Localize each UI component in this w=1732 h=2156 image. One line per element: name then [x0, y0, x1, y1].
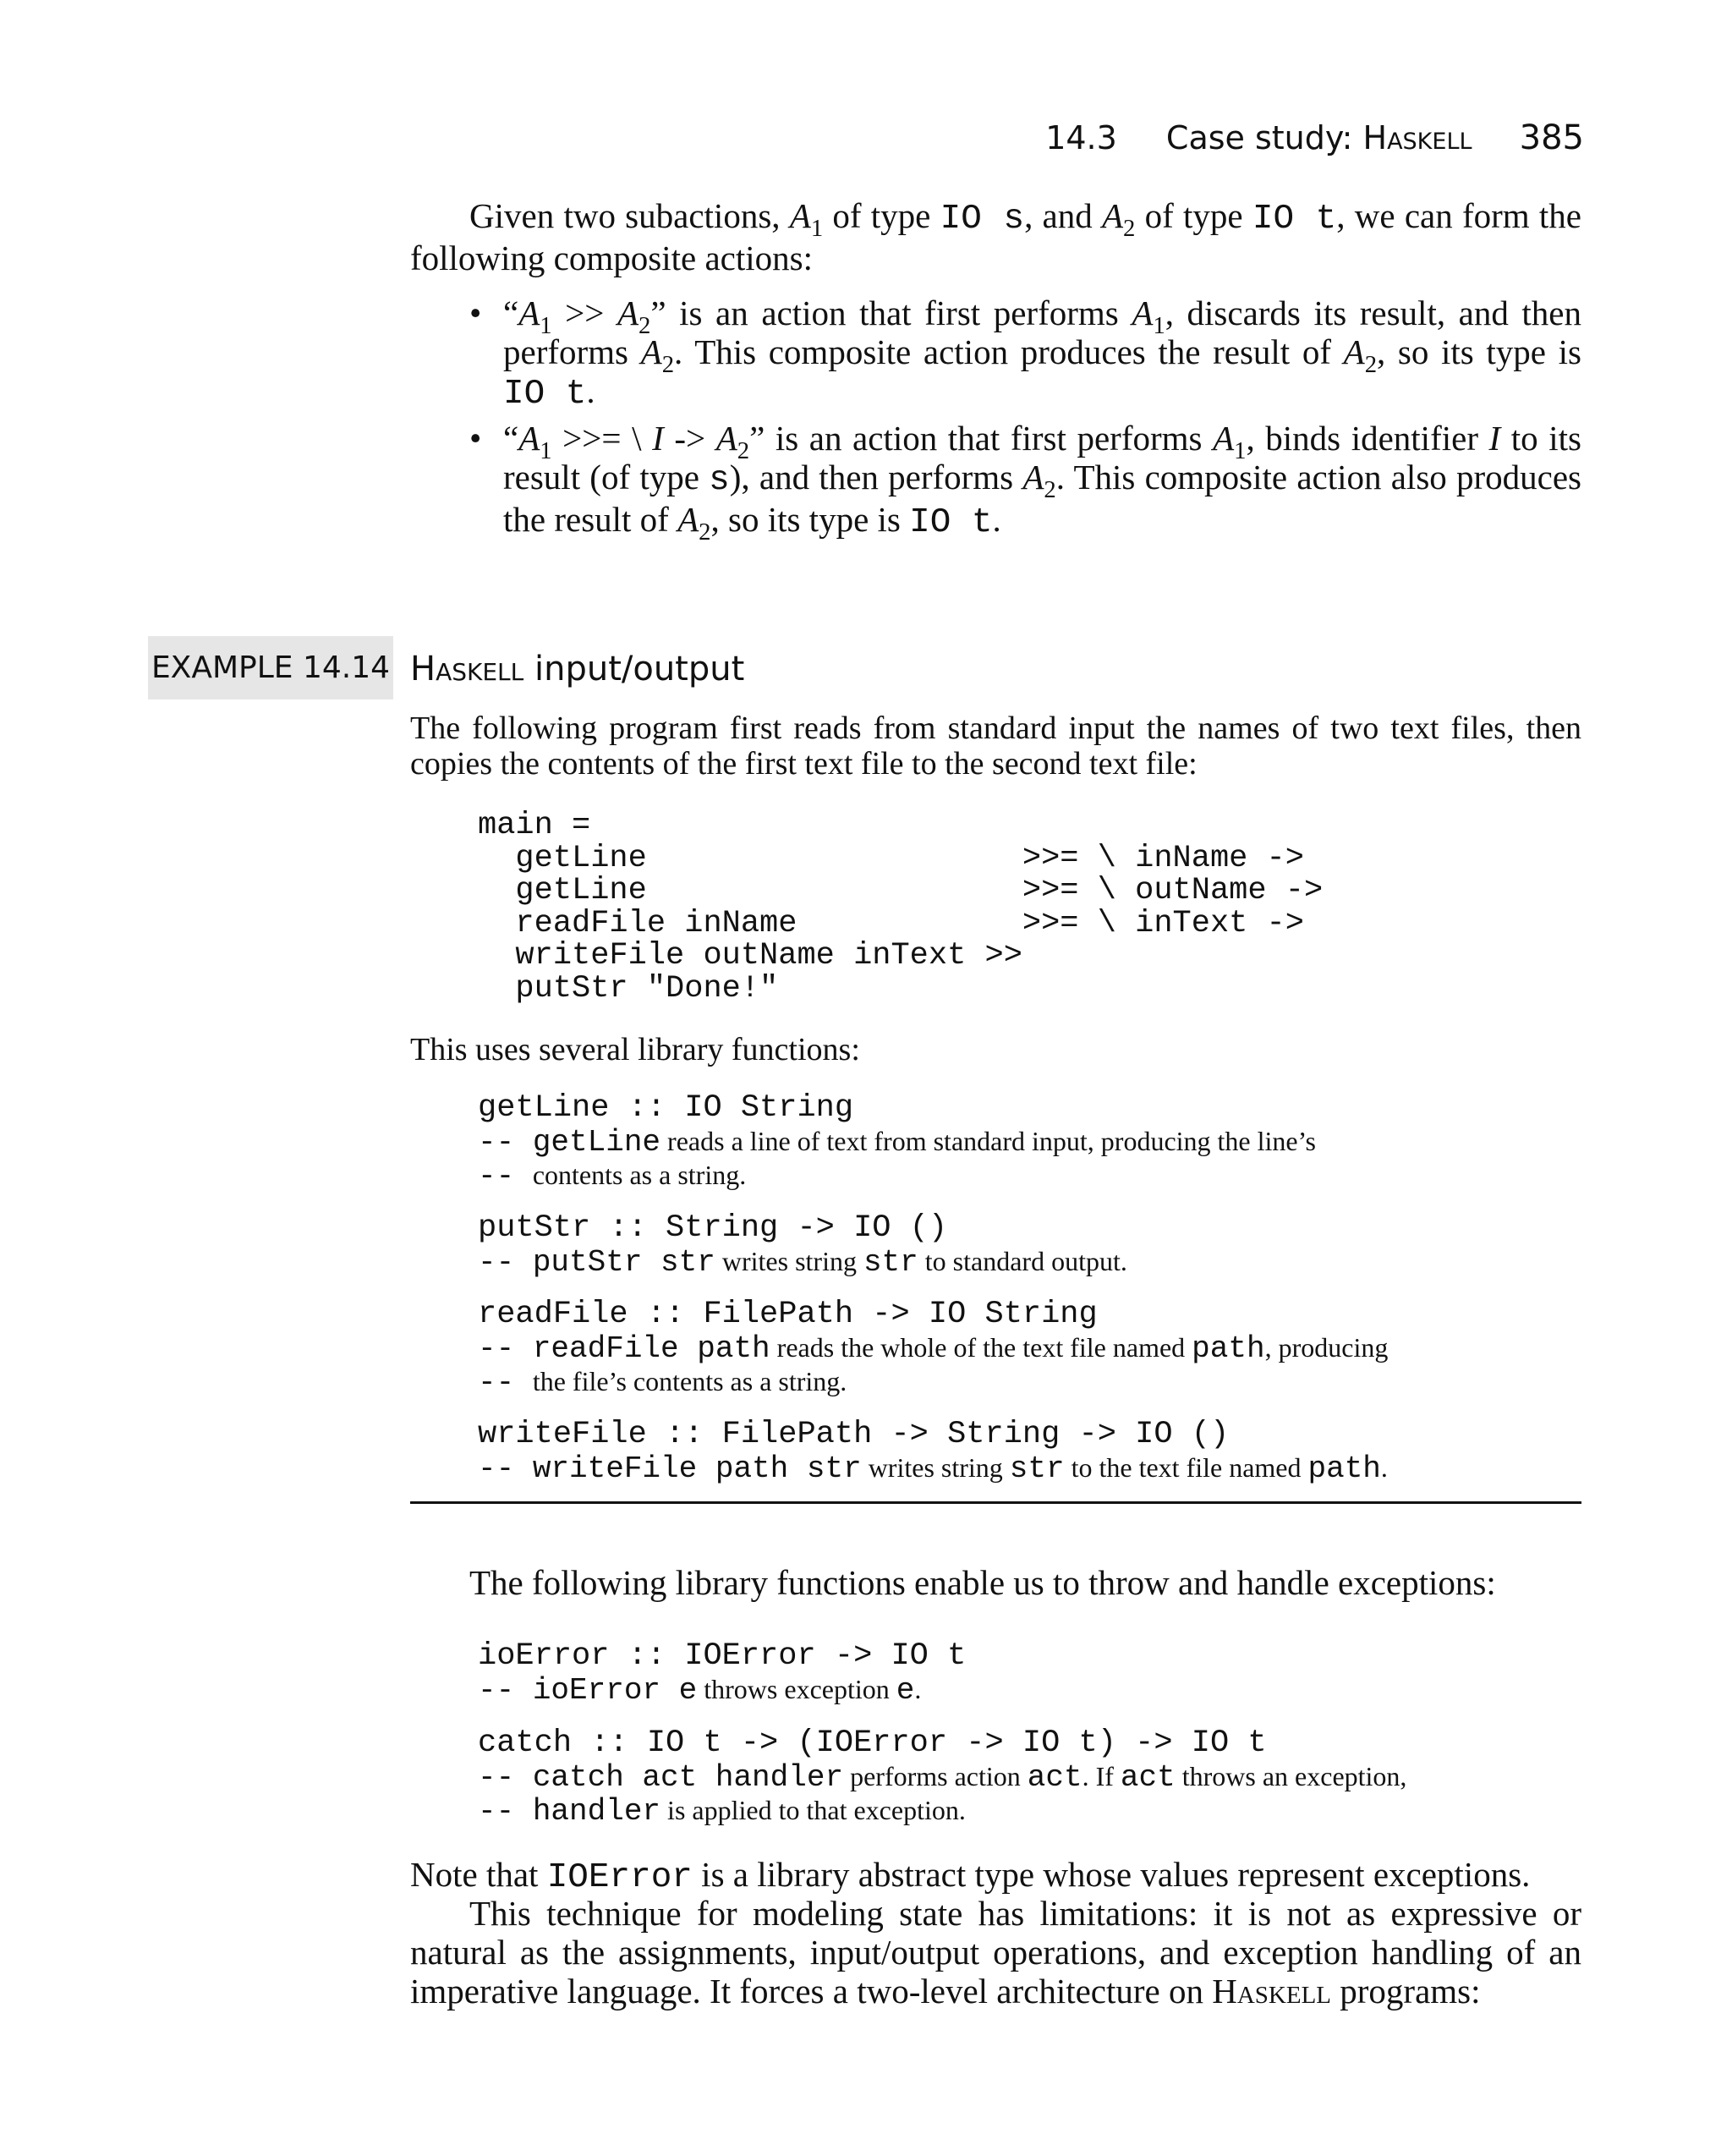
type-signature: putStr :: String -> IO () — [478, 1210, 948, 1246]
code-line: readFile inName >>= \ inText -> — [478, 905, 1304, 941]
type-signature: ioError :: IOError -> IO t — [478, 1638, 967, 1674]
list-item: • “$A_1$ >>= \ $I -> A_2$” is an action that first performs $A_1$, binds identifier I to its result (of type s), and then performs $A_2$. This composite action also produces the result of $A_2$, so its type is IO t. — [469, 419, 1582, 546]
comment-line: -- handler is applied to that exception. — [478, 1794, 966, 1829]
bullet-icon: • — [469, 419, 482, 458]
comment-line: -- writeFile path str writes string str to the text file named path. — [478, 1451, 1388, 1486]
type-signature: getLine :: IO String — [478, 1090, 854, 1126]
example-description: The following program first reads from standard input the names of two text files, then copies the contents of the first text file to the second text file: — [410, 710, 1581, 782]
code-line: main = — [478, 808, 591, 843]
code-line: putStr "Done!" — [478, 970, 779, 1007]
example-end-rule — [410, 1501, 1581, 1504]
lib-entry-readfile — [478, 1297, 1388, 1399]
comment-line: -- the file’s contents as a string. — [478, 1365, 847, 1400]
type-signature: writeFile :: FilePath -> String -> IO () — [478, 1417, 1230, 1452]
page-number: 385 — [1519, 118, 1584, 157]
closing-paragraph: This technique for modeling state has limitations: it is not as expressive or natural as the assignments, input/output operations, and exception handling of an imperative language. It forces a two-level architecture on Haskell programs: — [410, 1894, 1581, 2011]
comment-line: -- putStr str writes string str to standard output. — [478, 1245, 1127, 1280]
running-head — [1045, 118, 1584, 157]
type-signature: catch :: IO t -> (IOError -> IO t) -> IO t — [478, 1725, 1267, 1761]
lib-entry-ioerror — [478, 1639, 966, 1707]
lib-entry-putstr — [478, 1211, 1127, 1279]
intro-paragraph: Given two subactions, $A_1$ of type IO s, and $A_2$ of type IO t, we can form the following composite actions: — [410, 196, 1582, 277]
lib-entry-getline — [478, 1091, 1316, 1193]
comment-line: -- ioError e throws exception e. — [478, 1673, 922, 1708]
composite-action-list — [410, 294, 1581, 547]
code-line: writeFile outName inText >> — [478, 938, 1022, 974]
lib-entry-writefile — [478, 1418, 1388, 1485]
section-title: Case study: Haskell — [1165, 119, 1472, 156]
code-block-main — [478, 809, 1323, 1005]
bullet-icon: • — [469, 294, 482, 332]
note-paragraph: Note that IOError is a library abstract type whose values represent exceptions. — [410, 1855, 1531, 1897]
uses-sentence: This uses several library functions: — [410, 1032, 860, 1067]
lib-entry-catch — [478, 1726, 1406, 1828]
type-signature: readFile :: FilePath -> IO String — [478, 1297, 1098, 1332]
list-item: • “$A_1 >> A_2$” is an action that first performs $A_1$, discards its result, and then performs $A_2$. This composite action produces the result of $A_2$, so its type is IO t. — [469, 294, 1582, 414]
comment-line: -- getLine reads a line of text from standard input, producing the line’s — [478, 1125, 1316, 1160]
comment-line: -- catch act handler performs action act. If act throws an exception, — [478, 1760, 1407, 1795]
example-title: Haskell input/output — [410, 650, 745, 688]
comment-line: -- readFile path reads the whole of the text file named path, producing — [478, 1331, 1389, 1366]
code-line: getLine >>= \ inName -> — [478, 840, 1304, 876]
exceptions-intro: The following library functions enable us to throw and handle exceptions: — [469, 1563, 1496, 1602]
section-number: 14.3 — [1045, 119, 1117, 156]
example-label: EXAMPLE 14.14 — [148, 636, 393, 699]
code-line: getLine >>= \ outName -> — [478, 873, 1324, 908]
comment-line: -- contents as a string. — [478, 1159, 747, 1193]
